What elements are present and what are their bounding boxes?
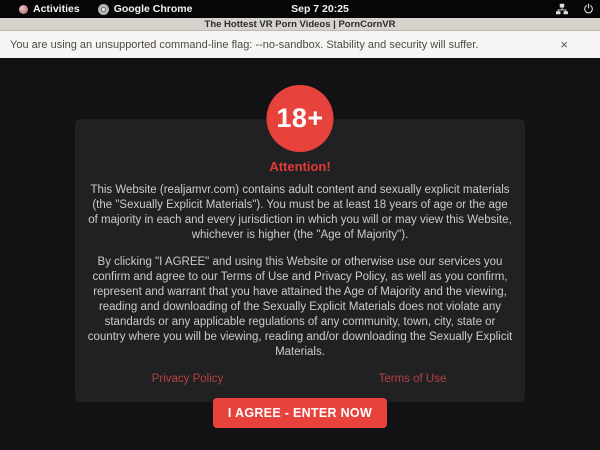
age-badge-label: 18+ — [276, 103, 324, 133]
top-bar-left — [0, 3, 201, 15]
attention-heading: Attention! — [269, 159, 331, 174]
page-background — [0, 58, 600, 450]
close-icon: × — [560, 37, 568, 52]
recording-dot-icon — [19, 5, 28, 14]
age-gate-modal — [75, 103, 525, 420]
clock-label: Sep 7 20:25 — [291, 3, 349, 15]
policy-links-row — [75, 373, 525, 385]
agree-enter-button[interactable]: I AGREE - ENTER NOW — [213, 398, 387, 428]
privacy-policy-link[interactable]: Privacy Policy — [151, 373, 224, 385]
infobar-close-button[interactable] — [554, 36, 574, 53]
network-icon[interactable] — [556, 3, 568, 15]
chrome-icon — [98, 4, 109, 15]
sandbox-warning-infobar — [0, 31, 600, 58]
disclaimer-paragraph-2: By clicking "I AGREE" and using this Website or otherwise use our services you confirm and agree to our Terms of Use and Privacy Policy, as well as you confirm, represent and warrant that you have attained the Age of Majority and the viewing, reading and downloading of the Sexually Explicit Materials does not violate any standards or any applicable regulations of any community, town, city, state or country where you will be viewing, reading and/or downloading the Sexually Explicit Materials. — [87, 256, 513, 358]
age-badge — [267, 85, 334, 152]
activities-label: Activities — [33, 3, 80, 15]
app-menu-label: Google Chrome — [113, 3, 193, 15]
gnome-top-bar — [0, 0, 600, 18]
window-titlebar — [0, 18, 600, 31]
clock[interactable] — [291, 0, 349, 18]
activities-button[interactable] — [10, 3, 89, 15]
system-tray — [556, 0, 594, 18]
app-menu-button[interactable] — [89, 3, 202, 15]
window-title: The Hottest VR Porn Videos | PornCornVR — [204, 18, 396, 30]
power-icon[interactable] — [583, 3, 594, 15]
infobar-message: You are using an unsupported command-line flag: --no-sandbox. Stability and security will suffer. — [10, 38, 479, 51]
terms-of-use-link[interactable]: Terms of Use — [378, 373, 447, 385]
disclaimer-paragraph-1: This Website (realjamvr.com) contains adult content and sexually explicit materials (the "Sexually Explicit Materials"). You must be at least 18 years of age or the age of majority in each and every jurisdiction in which you will or may view this Website, whichever is higher (the "Age of Majority"). — [88, 184, 512, 241]
